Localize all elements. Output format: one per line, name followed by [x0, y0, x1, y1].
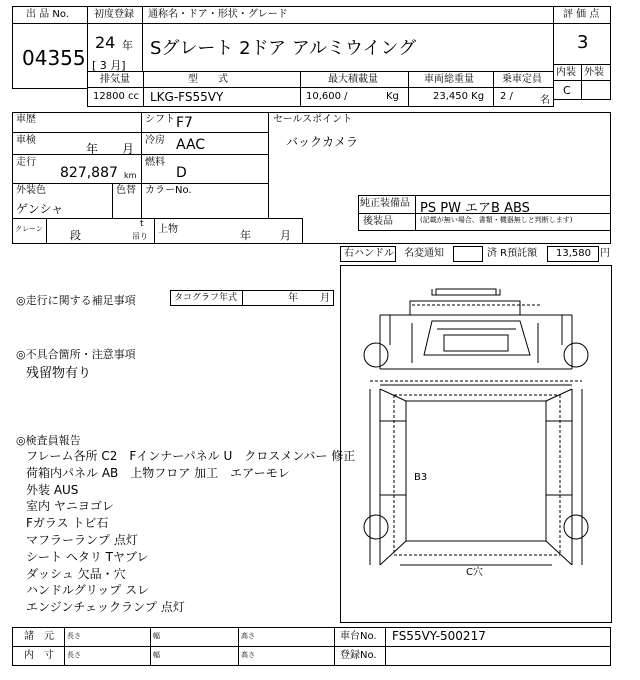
inspector-line: マフラーランプ 点灯 — [26, 532, 138, 547]
registration-label: 登録No. — [340, 650, 377, 661]
max-load-unit: Kg — [386, 91, 399, 102]
chassis-label: 車台No. — [340, 631, 377, 642]
inspector-line: Fガラス トビ石 — [26, 516, 109, 531]
aftermarket-label: 後装品 — [363, 216, 393, 227]
lot-number: 04355 — [22, 46, 86, 70]
interior-width-label: 幅 — [153, 651, 160, 659]
specs-label-row — [87, 71, 554, 88]
exterior-grade-label: 外装 — [584, 67, 604, 78]
ac-value: AAC — [176, 137, 206, 153]
interior-grade-label: 内装 — [556, 67, 576, 78]
right-hand-label: 右ハンドル — [344, 248, 394, 259]
tacho-year: 年 — [288, 293, 298, 304]
inspector-line: 室内 ヤニヨゴレ — [26, 499, 114, 514]
crane-hang: 吊り — [132, 232, 148, 241]
grade-label: 評 価 点 — [563, 9, 600, 20]
max-load-value: 10,600 / — [306, 91, 348, 102]
sales-point-value: バックカメラ — [286, 135, 359, 149]
defect-text: 残留物有り — [26, 366, 92, 381]
mileage-label: 走行 — [16, 157, 36, 168]
grade-value: 3 — [577, 32, 589, 53]
fuel-value: D — [176, 165, 187, 181]
upper-body-month: 月 — [280, 229, 291, 242]
chassis-number: FS55VY-500217 — [392, 629, 486, 643]
inspector-report — [26, 448, 356, 616]
dims-width-label: 幅 — [153, 632, 160, 640]
tacho-label: タコグラフ年式 — [174, 293, 238, 303]
displacement-label: 排気量 — [100, 74, 130, 85]
shift-label: シフト — [145, 114, 175, 125]
lot-label: 出 品 No. — [26, 9, 69, 20]
diagram-mark-c-hole: C穴 — [466, 567, 483, 578]
ext-color-value: ゲンシャ — [16, 202, 64, 216]
fuel-label: 燃料 — [145, 157, 165, 168]
ac-label: 冷房 — [145, 135, 165, 146]
equipment-value: PS PW エアB ABS — [420, 201, 530, 216]
first-reg-year: 24 — [95, 33, 116, 52]
inspector-line: シート ヘタリ Tヤブレ — [26, 549, 149, 564]
diagram-mark-b3: B3 — [414, 472, 428, 483]
name-label: 通称名・ドア・形状・グレード — [148, 9, 288, 20]
inspector-line: 外装 AUS — [26, 482, 79, 497]
dims-height-label: 高さ — [241, 632, 255, 640]
tacho-month: 月 — [320, 293, 330, 304]
model-value: LKG-FS55VY — [150, 90, 224, 104]
model-label: 型 式 — [188, 74, 228, 85]
name-change-box — [453, 246, 483, 262]
seat-value: 2 / — [500, 91, 513, 102]
seat-label: 乗車定員 — [502, 74, 542, 85]
supplement-title: ◎走行に関する補足事項 — [16, 294, 136, 307]
mileage-unit: km — [124, 171, 137, 180]
crane-label: クレーン — [15, 225, 43, 233]
gvw-value: 23,450 Kg — [433, 91, 485, 102]
recycle-amount: 13,580 — [556, 248, 591, 259]
first-reg-month: [ 3 月] — [92, 59, 126, 72]
equipment-label: 純正装備品 — [360, 198, 410, 209]
inspector-line: ダッシュ 欠品・穴 — [26, 566, 126, 581]
displacement-value: 12800 cc — [93, 91, 139, 102]
history-label: 車歴 — [16, 114, 36, 125]
vehicle-name: Sグレート 2ドア アルミウイング — [150, 38, 417, 59]
exterior-grade-cell — [581, 80, 611, 100]
sales-point-label: セールスポイント — [273, 114, 353, 125]
inspector-line: エンジンチェックランプ 点灯 — [26, 600, 185, 615]
interior-height-label: 高さ — [241, 651, 255, 659]
aftermarket-note: (記載が無い場合、書類・機器無しと判断します) — [420, 216, 573, 224]
color-change-label: 色替 — [116, 185, 136, 196]
interior-dims-label: 内 寸 — [24, 650, 54, 661]
inspector-line: 荷箱内パネル AB 上物フロア 加工 エアーモレ — [26, 465, 290, 480]
first-reg-year-unit: 年 — [122, 39, 133, 52]
upper-body-year: 年 — [240, 229, 251, 242]
seat-unit: 名 — [540, 95, 550, 106]
footer-interior-row — [12, 646, 611, 666]
crane-stage: 段 — [70, 229, 81, 242]
inspection-label: 車検 — [16, 135, 36, 146]
first-reg-label: 初度登録 — [94, 9, 134, 20]
dims-length-label: 長さ — [67, 632, 81, 640]
shift-value: F7 — [176, 115, 193, 131]
recycle-label: 済 R預託額 — [487, 248, 538, 259]
max-load-label: 最大積載量 — [328, 74, 378, 85]
inspection-month: 月 — [122, 142, 135, 156]
mileage-value: 827,887 — [60, 165, 118, 181]
color-no-label: カラーNo. — [145, 185, 192, 196]
upper-body-label: 上物 — [158, 224, 178, 235]
ext-color-label: 外装色 — [16, 185, 46, 196]
footer-dims-row — [12, 627, 611, 647]
gvw-label: 車両総重量 — [424, 74, 474, 85]
name-change-label: 名変通知 — [404, 248, 444, 259]
inspector-title: ◎検査員報告 — [16, 434, 81, 447]
inspector-line: フレーム各所 C2 Fインナーパネル U クロスメンバー 修正 — [26, 449, 356, 463]
interior-grade: C — [563, 84, 571, 97]
defect-title: ◎不具合箇所・注意事項 — [16, 348, 136, 361]
interior-length-label: 長さ — [67, 651, 81, 659]
inspector-line: ハンドルグリップ スレ — [26, 583, 150, 598]
yen-label: 円 — [600, 248, 610, 259]
inspection-year: 年 — [86, 142, 99, 156]
crane-ton: t — [140, 219, 144, 229]
dims-label: 諸 元 — [24, 631, 54, 642]
